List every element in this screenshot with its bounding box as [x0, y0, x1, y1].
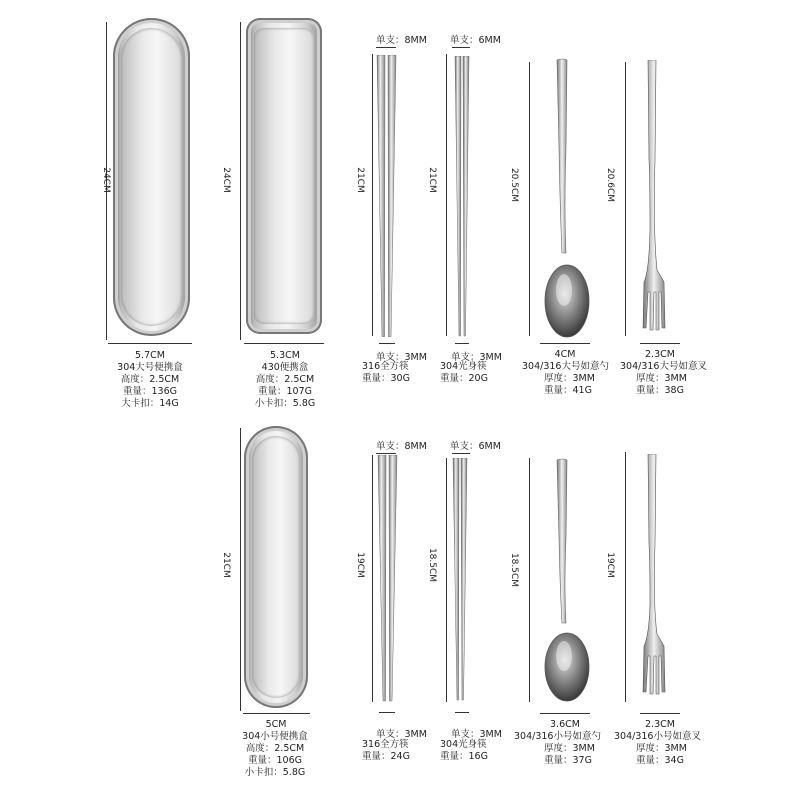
dim-line-top	[376, 47, 396, 48]
caption-case-304-small: 304小号便携盒 高度：2.5CM 重量：106G 小卡扣：5.8G	[242, 731, 308, 778]
chopsticks-plain	[451, 458, 471, 704]
caption-fork-large: 304/316大号如意叉 厚度：3MM 重量：38G	[620, 361, 707, 396]
dim-height-label: 21CM	[355, 167, 365, 193]
dim-line-width	[108, 343, 192, 344]
dim-line-height	[529, 458, 530, 702]
caption-case-304-large: 304大号便携盒 高度：2.5CM 重量：136G 大卡扣：14G	[117, 362, 183, 409]
chopsticks-plain	[453, 56, 473, 338]
chopstick-top-width-label: 单支：6MM	[450, 441, 501, 452]
dim-line-top	[452, 453, 470, 454]
dim-width-label: 4CM	[554, 349, 576, 360]
caption-fork-small: 304/316小号如意叉 厚度：3MM 重量：34G	[614, 731, 701, 766]
case-304-small	[244, 426, 308, 708]
chopstick-bottom-width-label: 单支：3MM	[376, 352, 427, 363]
spoon-small	[540, 458, 610, 704]
dim-height-label: 21CM	[221, 552, 231, 578]
dim-height-label: 18.5CM	[509, 552, 519, 588]
dim-width-label: 5CM	[265, 719, 287, 730]
chopstick-bottom-width-label: 单支：3MM	[451, 352, 502, 363]
dim-line-height	[529, 62, 530, 336]
dim-line-height	[372, 455, 373, 702]
chopstick-top-width-label: 单支：8MM	[376, 35, 427, 46]
caption-spoon-large: 304/316大号如意勺 厚度：3MM 重量：41G	[522, 361, 609, 396]
dim-line-bottom	[455, 343, 469, 344]
dim-line-bottom	[455, 712, 469, 713]
dim-line-width	[640, 713, 680, 714]
caption-chopsticks-plain: 304光身筷 重量：16G	[440, 739, 488, 762]
dim-line-height	[240, 22, 241, 340]
dim-height-label: 19CM	[605, 552, 615, 578]
dim-line-width	[243, 713, 310, 714]
dim-width-label: 5.3CM	[270, 350, 300, 361]
chopstick-top-width-label: 单支：8MM	[376, 441, 427, 452]
dim-width-label: 5.7CM	[135, 350, 165, 361]
case-304-large	[113, 18, 190, 336]
dim-line-width	[244, 343, 324, 344]
dim-line-bottom	[379, 712, 395, 713]
dim-line-height	[372, 54, 373, 336]
dim-height-label: 19CM	[355, 552, 365, 578]
dim-height-label: 18.5CM	[427, 547, 437, 583]
dim-width-label: 2.3CM	[645, 719, 675, 730]
caption-chopsticks-plain: 304光身筷 重量：20G	[440, 361, 488, 384]
dim-line-height	[446, 54, 447, 336]
caption-case-430: 430便携盒 高度：2.5CM 重量：107G 小卡扣：5.8G	[254, 362, 316, 409]
dim-line-bottom	[379, 343, 395, 344]
chopsticks-square	[375, 55, 399, 337]
dim-line-height	[446, 458, 447, 702]
chopsticks-square	[376, 455, 400, 703]
fork-large	[634, 60, 674, 340]
spoon-large	[540, 58, 610, 340]
dim-line-height	[625, 62, 626, 336]
dim-width-label: 3.6CM	[550, 719, 580, 730]
chopstick-bottom-width-label: 单支：3MM	[376, 729, 427, 740]
case-430	[246, 18, 322, 334]
dim-line-top	[376, 453, 396, 454]
dim-line-width	[640, 343, 680, 344]
dim-height-label: 20.5CM	[509, 167, 519, 203]
chopstick-bottom-width-label: 单支：3MM	[451, 729, 502, 740]
chopstick-top-width-label: 单支：6MM	[450, 35, 501, 46]
caption-chopsticks-square: 316全方筷 重量：30G	[362, 361, 410, 384]
dim-line-width	[540, 713, 590, 714]
caption-chopsticks-square: 316全方筷 重量：24G	[362, 739, 410, 762]
dim-line-top	[452, 47, 470, 48]
dim-line-width	[540, 343, 590, 344]
dim-width-label: 2.3CM	[645, 349, 675, 360]
dim-height-label: 20.6CM	[605, 167, 615, 203]
dim-height-label: 24CM	[221, 167, 231, 193]
caption-spoon-small: 304/316小号如意勺 厚度：3MM 重量：37G	[514, 731, 601, 766]
dim-height-label: 21CM	[427, 167, 437, 193]
dim-height-label: 24CM	[101, 167, 111, 193]
fork-small	[634, 454, 674, 704]
dim-line-height	[625, 452, 626, 702]
dim-line-height	[240, 428, 241, 711]
